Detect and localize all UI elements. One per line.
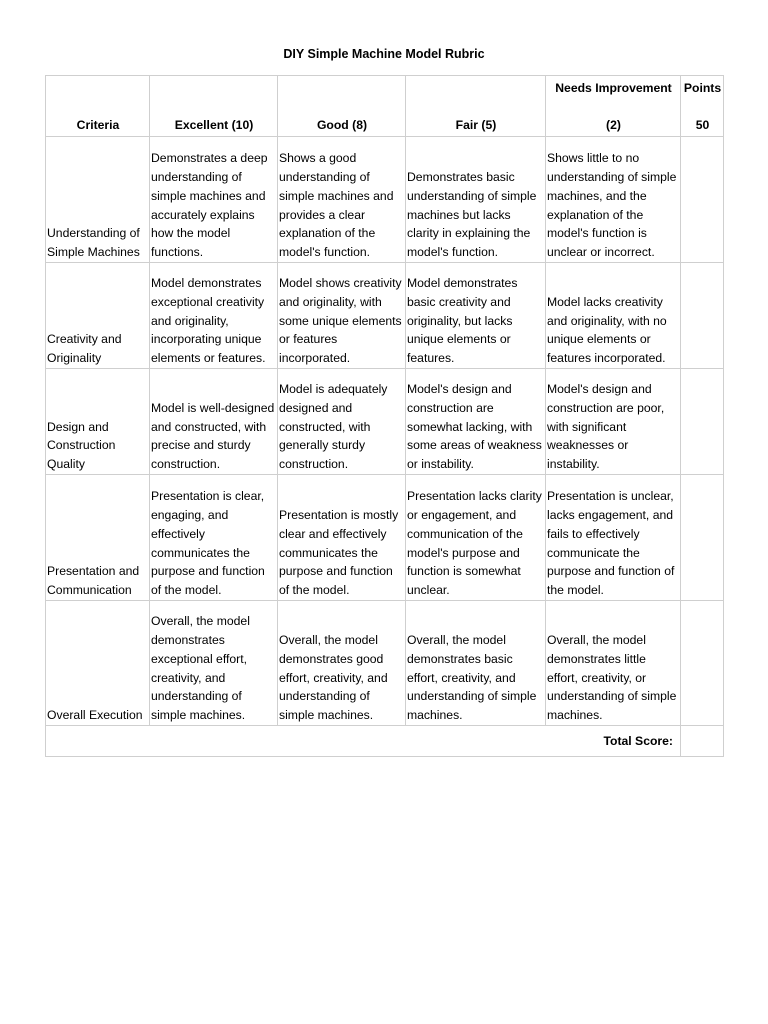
fair-cell: Presentation lacks clarity or engagement, and communication of the model's purpose and function is somewhat unclear. — [406, 475, 546, 601]
needs-improvement-cell: Model lacks creativity and originality, with no unique elements or features incorporated. — [546, 263, 681, 369]
table-row — [46, 601, 724, 726]
good-cell: Shows a good understanding of simple machines and provides a clear explanation of the model's function. — [278, 137, 406, 263]
rubric-table — [45, 75, 724, 757]
fair-cell: Model's design and construction are somewhat lacking, with some areas of weakness or instability. — [406, 369, 546, 475]
needs-improvement-cell: Presentation is unclear, lacks engagement, and fails to effectively communicate the purpose and function of the model. — [546, 475, 681, 601]
total-score-label: Total Score: — [46, 726, 681, 757]
criteria-cell: Design and Construction Quality — [46, 369, 150, 475]
criteria-cell: Creativity and Originality — [46, 263, 150, 369]
excellent-cell: Demonstrates a deep understanding of simple machines and accurately explains how the model functions. — [150, 137, 278, 263]
header-excellent: Excellent (10) — [150, 76, 278, 137]
fair-cell: Model demonstrates basic creativity and originality, but lacks unique elements or features. — [406, 263, 546, 369]
points-cell[interactable] — [681, 475, 724, 601]
header-fair: Fair (5) — [406, 76, 546, 137]
fair-cell: Overall, the model demonstrates basic effort, creativity, and understanding of simple machines. — [406, 601, 546, 726]
document-title: DIY Simple Machine Model Rubric — [283, 47, 485, 61]
fair-cell: Demonstrates basic understanding of simple machines but lacks clarity in explaining the model's function. — [406, 137, 546, 263]
needs-improvement-cell: Shows little to no understanding of simple machines, and the explanation of the model's function is unclear or incorrect. — [546, 137, 681, 263]
table-row — [46, 369, 724, 475]
criteria-cell: Understanding of Simple Machines — [46, 137, 150, 263]
table-row — [46, 475, 724, 601]
points-cell[interactable] — [681, 263, 724, 369]
header-points: Points 50 — [681, 76, 724, 137]
table-row — [46, 137, 724, 263]
excellent-cell: Overall, the model demonstrates exceptional effort, creativity, and understanding of simple machines. — [150, 601, 278, 726]
good-cell: Presentation is mostly clear and effectively communicates the purpose and function of the model. — [278, 475, 406, 601]
criteria-cell: Presentation and Communication — [46, 475, 150, 601]
table-row — [46, 263, 724, 369]
needs-improvement-cell: Overall, the model demonstrates little effort, creativity, or understanding of simple machines. — [546, 601, 681, 726]
header-criteria: Criteria — [46, 76, 150, 137]
header-row — [46, 76, 724, 137]
total-score-value[interactable] — [681, 726, 724, 757]
criteria-cell: Overall Execution — [46, 601, 150, 726]
points-cell[interactable] — [681, 369, 724, 475]
needs-improvement-cell: Model's design and construction are poor, with significant weaknesses or instability. — [546, 369, 681, 475]
excellent-cell: Model demonstrates exceptional creativity and originality, incorporating unique elements or features. — [150, 263, 278, 369]
good-cell: Overall, the model demonstrates good effort, creativity, and understanding of simple machines. — [278, 601, 406, 726]
excellent-cell: Model is well-designed and constructed, with precise and sturdy construction. — [150, 369, 278, 475]
points-cell[interactable] — [681, 601, 724, 726]
good-cell: Model shows creativity and originality, with some unique elements or features incorporated. — [278, 263, 406, 369]
header-good: Good (8) — [278, 76, 406, 137]
excellent-cell: Presentation is clear, engaging, and effectively communicates the purpose and function of the model. — [150, 475, 278, 601]
good-cell: Model is adequately designed and constructed, with generally sturdy construction. — [278, 369, 406, 475]
header-needs-improvement: Needs Improvement (2) — [546, 76, 681, 137]
points-cell[interactable] — [681, 137, 724, 263]
total-row — [46, 726, 724, 757]
